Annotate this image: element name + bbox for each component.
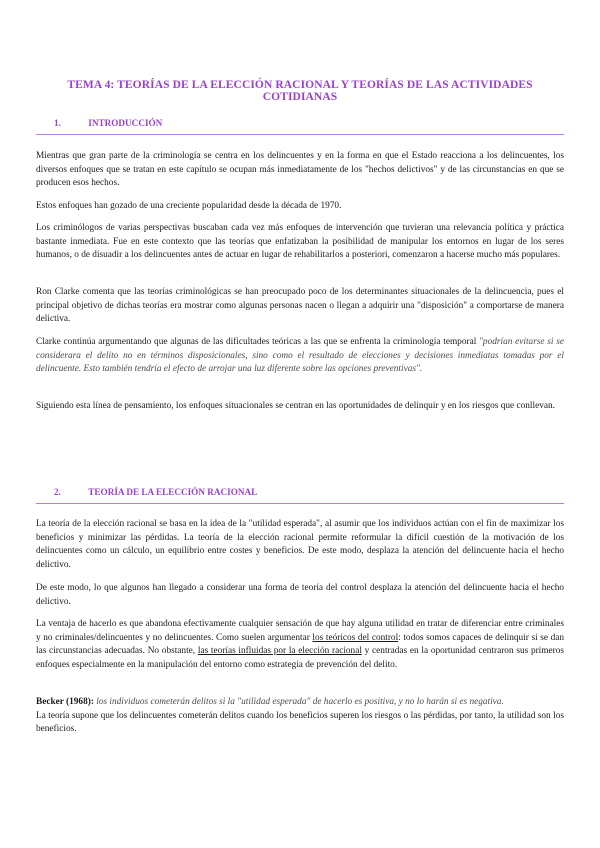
clarke-quote: "podrían evitarse si se considerara el delito no en términos disposicionales, sino como el resultado de elecciones y decisiones inmediatas tomadas por el delincuente. Esto también tendría el efecto de arrojar una luz diferente sobre las opciones preventivas". [36,337,564,375]
paragraph [36,286,564,327]
paragraph [36,400,564,414]
paragraph-clarke [36,336,564,377]
becker-quote: los individuos cometerán delitos si la "utilidad esperada" de hacerlo es positiva, y no lo harán si es negativa. [93,697,504,707]
section-title: TEORÍA DE LA ELECCIÓN RACIONAL [88,487,258,497]
paragraph [36,150,564,191]
document-title: TEMA 4: TEORÍAS DE LA ELECCIÓN RACIONAL Y TEORÍAS DE LAS ACTIVIDADES COTIDIANAS [67,79,533,103]
section-number: 1. [54,118,61,128]
becker-label: Becker (1968): [36,697,94,707]
paragraph-text: Siguiendo esta línea de pensamiento, los enfoques situacionales se centran en las oportunidades de delinquir y en los riesgos que conllevan. [36,401,555,411]
paragraph-text: La teoría de la elección racional se basa en la idea de la "utilidad esperada", al asumir que los individuos actúan con el fin de maximizar los beneficios y minimizar las pérdidas. La teoría de la elección racional permite reformular la difícil cuestión de la motivación de los delincuentes como un cálculo, un equilibrio entre costes y beneficios. De este modo, desplaza la atención del delincuente hacia el hecho delictivo. [36,519,564,570]
underlined-phrase: las teorías influidas por la elección racional [197,646,362,657]
paragraph-text: y centradas en la oportunidad centraron sus primeros enfoques especialmente en la manipulación del entorno como estrategia de prevención del delito. [36,646,564,670]
becker-text: La teoría supone que los delincuentes cometerán delitos cuando los beneficios superen los riesgos o las pérdidas, por tanto, la utilidad son los beneficios. [36,710,564,735]
section-heading-introduccion [36,118,564,135]
paragraph-text: Ron Clarke comenta que las teorías criminológicas se han preocupado poco de los determinantes situacionales de la delincuencia, pues el principal objetivo de dichas teorías era mostrar como algunas personas nacen o llegan a adquirir una "disposición" a comportarse de manera delictiva. [36,287,564,325]
paragraph-text: : todos somos capaces de delinquir si se dan las circunstancias adecuadas. No obstante, [36,632,564,657]
paragraph-text: Los criminólogos de varias perspectivas buscaban cada vez más enfoques de intervención que tuvieran una relevancia política y práctica bastante inmediata. Fue en este contexto que las teorías que enfatizaban la posibilidad de manipular los entornos en lugar de los seres humanos, o de disuadir a los delincuentes antes de actuar en lugar de rehabilitarlos a posteriori, comenzaron a hacerse mucho más populares. [36,223,564,261]
paragraph-text: De este modo, lo que algunos han llegado a considerar una forma de teoría del control desplaza la atención del delincuente hacia el hecho delictivo. [36,583,564,607]
clarke-intro: Clarke continúa argumentando que algunas de las dificultades teóricas a las que se enfrenta la criminología temporal [36,337,477,347]
paragraph-text: Mientras que gran parte de la criminología se centra en los delincuentes y en la forma en que el Estado reacciona a los delincuentes, los diversos enfoques que se tratan en este capítulo se ocupan más inmediatamente de los "hechos delictivos" y de las circunstancias en que se producen esos hechos. [36,151,564,189]
paragraph [36,200,564,214]
paragraph [36,618,564,672]
paragraph [36,222,564,263]
underlined-phrase: los teóricos del control [312,632,399,643]
section-number: 2. [54,487,61,497]
section-heading-eleccion-racional [36,487,564,504]
paragraph [36,582,564,609]
paragraph [36,518,564,572]
paragraph-text: La ventaja de hacerlo es que abandona efectivamente cualquier sensación de que hay alguna utilidad en tratar de diferenciar entre criminales y no criminales/delincuentes y no delincuentes. Como suelen argumentar [36,619,564,643]
paragraph-text: Estos enfoques han gozado de una creciente popularidad desde la década de 1970. [36,201,342,211]
section-title: INTRODUCCIÓN [88,118,163,128]
paragraph-becker [36,696,564,737]
